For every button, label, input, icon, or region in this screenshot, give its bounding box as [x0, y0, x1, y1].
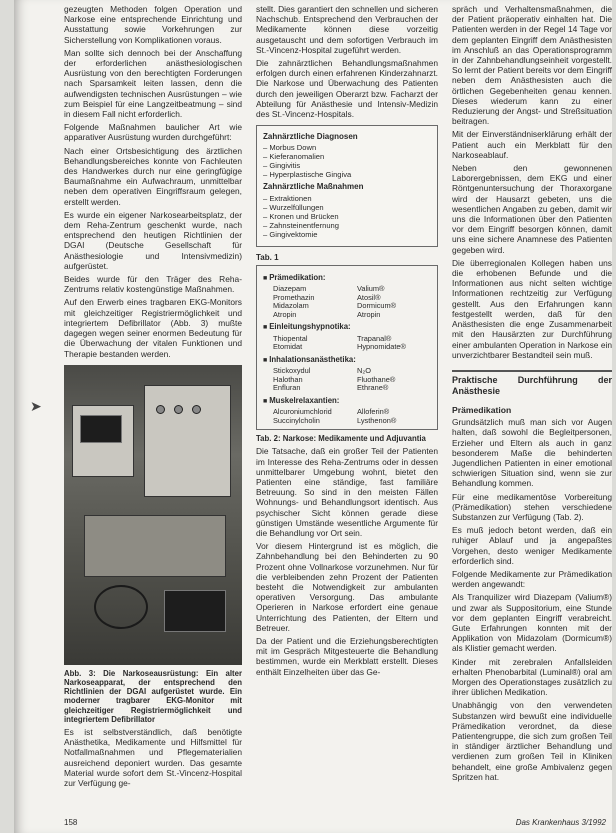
- table-group-heading: ■ Einleitungshypnotika:: [263, 322, 431, 333]
- paragraph: Für eine medikamentöse Vorbereitung (Prämedikation) stehen verschiedene Substanzen zur Verfügung (Tab. 2).: [452, 491, 612, 522]
- table-cell: Alloferin®: [357, 407, 390, 416]
- table-cell: Fluothane®: [357, 374, 396, 384]
- cable: [94, 585, 148, 629]
- table-cell: Hypnomidate®: [357, 342, 406, 352]
- table-cell: Trapanal®: [357, 333, 392, 343]
- table-group-heading: ■ Prämedikation:: [263, 273, 431, 284]
- box-heading: Zahnärztliche Diagnosen: [263, 132, 358, 142]
- machine-knob: [156, 405, 165, 414]
- diagnosis-box: [256, 125, 438, 246]
- table-cell: Succinylcholin: [273, 415, 320, 425]
- machine-knob: [174, 405, 183, 414]
- table-cell: Stickoxydul: [273, 366, 311, 376]
- paragraph: Die überregionalen Kollegen haben uns die erhobenen Befunde und die Informationen aus nicht selten wichtige Informationen rechtzeitig zur Verfügung gestellt. Aus den Erfahrungen kann festgestellt werden, daß für den Anästhesisten die enge Zusammenarbeit mit den Hausärzten zur Durchführung einer ambulanten Operation in Narkose ein unverzichtbarer Bestandteil sein muß.: [452, 257, 612, 360]
- column-1: [64, 4, 242, 791]
- paragraph: Folgende Medikamente zur Prämedikation werden angewandt:: [452, 568, 612, 590]
- list-item: – Morbus Down: [263, 143, 431, 152]
- paragraph: Die zahnärztlichen Behandlungsmaßnahmen erfolgen durch einen erfahrenen Kinderzahnarzt. Die Narkose und Überwachung des Patienten durch den jeweiligen Oberarzt bzw. Facharzt der Abteilung für Anästhesie und Intensiv-Medizin des St.-Vincenz-Hospitals.: [256, 58, 438, 120]
- medication-table: [256, 265, 438, 430]
- paragraph: Mit der Einverständniserklärung erhält der Patient auch ein Merkblatt für den Narkoseablauf.: [452, 129, 612, 160]
- table-row: [273, 311, 441, 320]
- list-item: – Kieferanomalien: [263, 152, 431, 161]
- page-number: 158: [64, 818, 78, 827]
- paragraph: Nach einer Ortsbesichtigung des ärztlichen Behandlungsbereiches konnte von Fachleuten des Handwerkes durch nur eine geringfügige Baumaßnahme ein Aufwachraum, unmittelbar neben dem operativen Eingriffsraum gelegen, erstellt werden.: [64, 145, 242, 207]
- list-item: – Extraktionen: [263, 194, 431, 203]
- table-cell: Diazepam: [273, 284, 307, 294]
- table-cell: Alcuroniumchlorid: [273, 407, 332, 416]
- table-row: [273, 417, 441, 426]
- table-caption: Tab. 2: Narkose: Medikamente und Adjuvantia: [256, 434, 426, 444]
- table-group: [273, 335, 441, 352]
- table-cell: Atropin: [273, 309, 297, 319]
- box-heading: Zahnärztliche Maßnahmen: [263, 182, 364, 192]
- paragraph: Kinder mit zerebralen Anfallsleiden erhalten Phenobarbital (Luminal®) oral am Morgen des Operationstages zusätzlich zu ihrer üblichen Medikation.: [452, 656, 612, 698]
- diagnosis-list: [263, 143, 431, 179]
- table-group-heading: ■ Muskelrelaxantien:: [263, 396, 431, 407]
- table-cell: Ethrane®: [357, 383, 389, 393]
- anesthesia-equipment-photo: [64, 365, 242, 665]
- table-cell: Atosil®: [357, 292, 381, 302]
- table-group: [273, 285, 441, 319]
- table-label: Tab. 1: [256, 252, 279, 262]
- document-page: [14, 0, 612, 833]
- table-cell: Etomidat: [273, 342, 303, 352]
- list-item: – Gingivitis: [263, 161, 431, 170]
- table-cell: Midazolam: [273, 301, 309, 311]
- column-2: [256, 4, 438, 680]
- paragraph: Es wurde ein eigener Narkosearbeitsplatz, der dem Reha-Zentrum geschenkt wurde, nach entsprechend den heutigen Richtlinien der DGAI (Deutsche Gesellschaft für Anästhesiologie und Intensivmedizin) aufgerüstet.: [64, 209, 242, 271]
- paragraph: stellt. Dies garantiert den schnellen und sicheren Nachschub. Entsprechend den Verbrauchen der Medikamente können diese vorzeitig ausgetauscht und dem sofortigen Verbrauch im St.-Vincenz-Hospital zugeführt werden.: [256, 4, 438, 55]
- column-3: [452, 4, 612, 785]
- paragraph: Da der Patient und die Erziehungsberechtigten mit im Gespräch Mitgesteuerte die Behandlung bestimmen, wurde ein Merkblatt erstellt. Dieses enthält Einzelheiten über das Ge-: [256, 636, 438, 677]
- paragraph: Folgende Maßnahmen baulicher Art wie apparativer Ausrüstung wurden durchgeführt:: [64, 122, 242, 143]
- paragraph: Es muß jedoch betont werden, daß ein ruhiger Ablauf und ja angepaßtes Vorgehen, desto weniger Medikamente erforderlich sind.: [452, 525, 612, 566]
- table-cell: Enfluran: [273, 383, 301, 393]
- table-group: [273, 408, 441, 425]
- table-group: [273, 367, 441, 393]
- margin-arrow-icon: ➤: [30, 398, 42, 414]
- paragraph: spräch und Verhaltensmaßnahmen, die der Patient präoperativ einhalten hat. Die Patienten werden in der Regel 14 Tage vor dem geplanten Eingriff dem Anästhesisten im Anschluß an das Operationsprogramm in der Zahnbehandlungseinheit vorgestellt. So lernt der Patient bereits vor dem Eingriff neben dem Anästhesisten auch die örtlichen Gegebenheiten genau kennen. Dieses wiederum kann zu einer Reduzierung der Angst- und Streßsituation beitragen.: [452, 4, 612, 127]
- table-row: [273, 384, 441, 393]
- table-cell: Halothan: [273, 374, 303, 384]
- paragraph: Man sollte sich dennoch bei der Anschaffung der erforderlichen anästhesiologischen Ausrüstung von den berechtigten Forderungen nach Sparsamkeit leiten lassen, denn die aufwendigsten technischen Ausrüstungen – wie zum Beispiel für eine Langzeitbeatmung – sind in diesem Fall nicht erforderlich.: [64, 47, 242, 120]
- list-item: – Zahnsteinentfernung: [263, 221, 431, 230]
- measures-list: [263, 194, 431, 239]
- subsection-heading: Prämedikation: [452, 404, 512, 415]
- paragraph: Als Tranquilizer wird Diazepam (Valium®) und zwar als Suppositorium, eine Stunde vor dem geplanten Eingriff verabreicht. Gute Erfahrungen konnten mit der Applikation von Midazolam (Dormicum®) als Klistier gemacht werden.: [452, 592, 612, 654]
- table-cell: N₂O: [357, 366, 371, 376]
- list-item: – Wurzelfüllungen: [263, 203, 431, 212]
- monitor-screen: [80, 415, 122, 443]
- paragraph: Die Tatsache, daß ein großer Teil der Patienten im Interesse des Reha-Zentrums oder in dessen unmittelbarer Umgebung wohnt, bietet den Patienten eine ständige, fast familiäre Betreuung. So sind in den meisten Fällen Wohnungs- und Behandlungsort identisch. Aus psychischer Sicht können gerade diese günstigen Umstände wesentliche Argumente für die Behandlung vor Ort sein.: [256, 446, 438, 539]
- list-item: – Kronen und Brücken: [263, 212, 431, 221]
- cart: [84, 515, 226, 577]
- defibrillator: [164, 590, 226, 632]
- paragraph: Es ist selbstverständlich, daß benötigte Anästhetika, Medikamente und Hilfsmittel für Notfallmaßnahmen und Pflegematerialien ausreichend deponiert wurden. Das gesamte Material wurde sofort dem St.-Vincenz-Hospital zur Verfügung ge-: [64, 726, 242, 788]
- paragraph: Beides wurde für den Träger des Reha-Zentrums relativ kostengünstige Maßnahmen.: [64, 274, 242, 295]
- paragraph: Unabhängig von den verwendeten Substanzen wird bewußt eine individuelle Prämedikation verordnet, da diese Patientengruppe, die sich zum großen Teil in ständiger ärztlicher Behandlung und verdienen zum großen Teil in Kliniken behandelt, eine große Ambivalenz gegen Spritzen hat.: [452, 700, 612, 782]
- paragraph: Grundsätzlich muß man sich vor Augen halten, daß sowohl die Begleitpersonen, Erzieher und Eltern als auch in ganz besonderem Maße die behinderten Jugendlichen Patienten in einer emotional schwierigen Situation sind, wenn sie zur Behandlung kommen.: [452, 417, 612, 489]
- machine-knob: [192, 405, 201, 414]
- table-group-heading: ■ Inhalationsanästhetika:: [263, 355, 431, 366]
- table-cell: Lysthenon®: [357, 415, 397, 425]
- table-cell: Promethazin: [273, 292, 315, 302]
- section-heading: Praktische Durchführung der Anästhesie: [452, 370, 612, 397]
- figure-caption: Abb. 3: Die Narkoseausrüstung: Ein alter Narkoseapparat, der entsprechend den Richtlinien der DGAI aufgerüstet wurde. Ein moderner tragbarer EKG-Monitor mit gleichzeitiger Registriermöglichkeit und integriertem Defibrillator: [64, 668, 242, 724]
- anesthesia-machine: [144, 385, 231, 497]
- paragraph: Vor diesem Hintergrund ist es möglich, die Zahnbehandlung bei den Behinderten zu 90 Prozent ohne Vollnarkose vorzunehmen. Nur für die verbleibenden zehn Prozent der Patienten besteht die Notwendigkeit zur ambulanten operativen Versorgung. Das ambulante Operieren in Narkose erfordert eine genaue Unterrichtung des Patienten, der Eltern und Betreuer.: [256, 541, 438, 633]
- table-row: [273, 343, 441, 352]
- list-item: – Hyperplastische Gingiva: [263, 170, 431, 179]
- table-cell: Valium®: [357, 284, 385, 294]
- list-item: – Gingivektomie: [263, 230, 431, 239]
- paragraph: Auf den Erwerb eines tragbaren EKG-Monitors mit gleichzeitiger Registriermöglichkeit und integriertem Defibrillator (Abb. 3) mußte dagegen wegen seiner enormen Bedeutung für die Überwachung der vitalen Funktionen und Therapie bestanden werden.: [64, 297, 242, 359]
- table-cell: Atropin: [357, 309, 381, 319]
- journal-footer: Das Krankenhaus 3/1992: [515, 818, 606, 827]
- table-cell: Thiopental: [273, 333, 308, 343]
- table-cell: Dormicum®: [357, 301, 397, 311]
- paragraph: gezeugten Methoden folgen Operation und Narkose eine entsprechende Einrichtung und Ausstattung sowie Vorkehrungen zur Sicherstellung von Komplikationen voraus.: [64, 4, 242, 45]
- paragraph: Neben den gewonnenen Laborergebnissen, dem EKG und einer Röntgenuntersuchung der Thoraxorgane wird der Hausarzt gebeten, uns die wesentlichen Angaben zu geben, damit wir uns die Informationen über den Patienten vor dem Eingriff besorgen können, damit uns eine sichere Anamnese des Patienten gegeben wird.: [452, 163, 612, 255]
